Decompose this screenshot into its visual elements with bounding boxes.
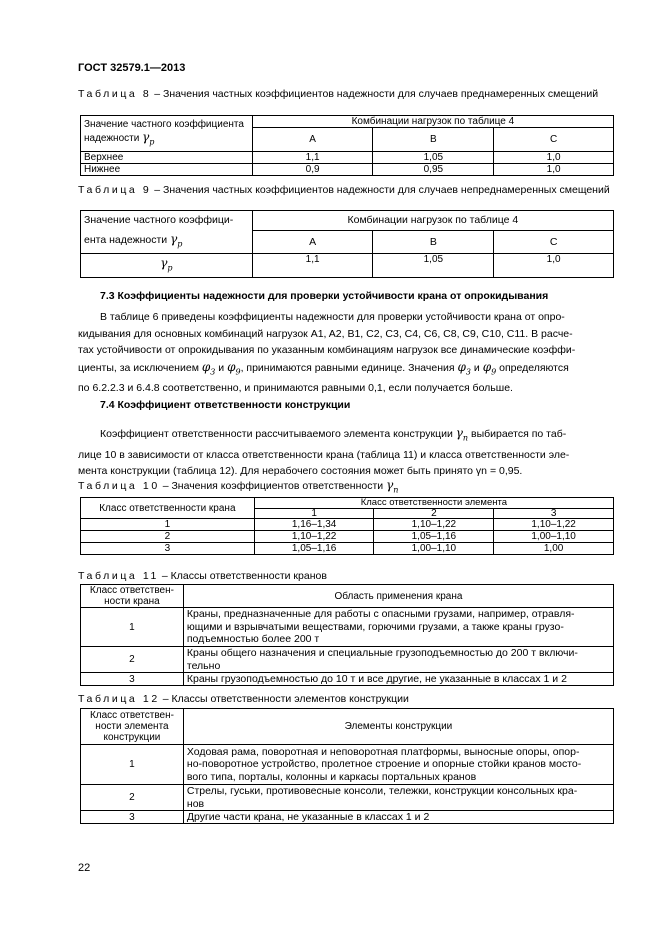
table9-head-left: Значение частного коэффици- ента надежности $\gamma_p$ bbox=[81, 211, 253, 254]
table8 bbox=[80, 115, 614, 176]
section-7-4-paragraph: Коэффициент ответственности рассчитываемого элемента конструкции $\gamma_n$ выбирается по таб- лице 10 в зависимости от класса ответственности крана (таблица 11) и класса ответственности эле- мента конструкции (таблица 12). Для нерабочего состояния может быть принято γn = 0,95. bbox=[78, 426, 570, 478]
gamma-p-symbol: $\gamma_p$ bbox=[170, 232, 183, 249]
table10-caption bbox=[78, 479, 614, 496]
table11-caption bbox=[78, 570, 614, 582]
table8-cell: 0,9 bbox=[252, 164, 373, 176]
section-7-4-title: 7.4 Коэффициент ответственности конструкции bbox=[100, 399, 351, 411]
table10-cell: 1,00–1,10 bbox=[494, 531, 614, 543]
table10-col: 3 bbox=[494, 509, 614, 519]
table11-description: Краны грузоподъемностью до 10 т и все другие, не указанные в классах 1 и 2 bbox=[183, 673, 613, 686]
table11-class: 2 bbox=[81, 647, 184, 673]
table8-row-name: Нижнее bbox=[81, 164, 253, 176]
table9-caption bbox=[78, 184, 614, 196]
table10-cell: 1,10–1,22 bbox=[254, 531, 374, 543]
table11-head-left: Класс ответствен- ности крана bbox=[81, 585, 184, 608]
table12 bbox=[80, 708, 614, 824]
table11-description: Краны общего назначения и специальные грузоподъемностью до 200 т включи- тельно bbox=[183, 647, 613, 673]
section-7-3-paragraph: В таблице 6 приведены коэффициенты надежности для проверки устойчивости крана от опро- кидывания для основных комбинаций нагрузок A1, A2, B1, C2, C3, C4, C6, C8, C9, C10, C11. В расче- тах устойчивости от опрокидывания по указанным комбинациям нагрузок все динамические коэффи- циенты, за исключением $\varphi_3$ и $\varphi_9$, принимаются равными единице. Значения $\varphi_3$ и $\varphi_9$ определяются по 6.2.2.3 и 6.4.8 соответственно, и принимаются равными 0,1, если получается больше. bbox=[78, 311, 576, 395]
table11-class: 1 bbox=[81, 608, 184, 647]
table9-cell: 1,05 bbox=[373, 254, 494, 278]
table10-cell: 1,00–1,10 bbox=[374, 543, 494, 555]
document-header: ГОСТ 32579.1—2013 bbox=[78, 62, 186, 74]
table11-description: Краны, предназначенные для работы с опасными грузами, например, отравля- ющими и взрывчатыми веществами, горючими грузами, а также краны грузо- подъемностью более 200 т bbox=[183, 608, 613, 647]
table8-head-group: Комбинации нагрузок по таблице 4 bbox=[252, 116, 613, 128]
table8-head-left: Значение частного коэффициента надежности $\gamma_p$ bbox=[81, 116, 253, 152]
table8-cell: 1,1 bbox=[252, 152, 373, 164]
table10-cell: 1,10–1,22 bbox=[374, 519, 494, 531]
table12-class: 1 bbox=[81, 745, 184, 785]
table12-head-left: Класс ответствен- ности элемента конструкции bbox=[81, 709, 184, 745]
gamma-p-symbol: $\gamma_p$ bbox=[142, 130, 155, 147]
table9-col-c: C bbox=[494, 230, 614, 253]
table10-caption-text: – Значения коэффициентов ответственности bbox=[162, 480, 384, 492]
table9-row-symbol bbox=[81, 254, 253, 278]
table12-class: 3 bbox=[81, 811, 184, 824]
table9-col-b: B bbox=[373, 230, 494, 253]
table10-cell: 1,05–1,16 bbox=[374, 531, 494, 543]
table10-cell: 1,05–1,16 bbox=[254, 543, 374, 555]
table8-cell: 0,95 bbox=[373, 164, 494, 176]
table9-cell: 1,1 bbox=[252, 254, 373, 278]
table9-head-group: Комбинации нагрузок по таблице 4 bbox=[252, 211, 613, 231]
table8-cell: 1,0 bbox=[494, 152, 614, 164]
table8-cell: 1,0 bbox=[494, 164, 614, 176]
table8-caption bbox=[78, 88, 614, 100]
table8-caption-text: – Значения частных коэффициентов надежности для случаев преднамеренных смещений bbox=[154, 88, 599, 100]
table12-description: Другие части крана, не указанные в классах 1 и 2 bbox=[183, 811, 613, 824]
table8-col-a: A bbox=[252, 128, 373, 152]
table12-head-right: Элементы конструкции bbox=[183, 709, 613, 745]
table10-head-group: Класс ответственности элемента bbox=[254, 498, 613, 509]
gamma-n-symbol: $\gamma_n$ bbox=[386, 478, 399, 495]
table10-cell: 1,10–1,22 bbox=[494, 519, 614, 531]
table10-cell: 1,00 bbox=[494, 543, 614, 555]
table12-description: Стрелы, гуськи, противовесные консоли, тележки, конструкции консольных кра- нов bbox=[183, 785, 613, 811]
table10-class: 2 bbox=[81, 531, 255, 543]
table9-cell: 1,0 bbox=[494, 254, 614, 278]
page-number: 22 bbox=[78, 862, 91, 874]
table12-description: Ходовая рама, поворотная и неповоротная платформы, выносные опоры, опор- но-поворотное устройство, пролетное строение и опорные стойки кранов мосто- вого типа, порталы, колонны и каркасы портальных кранов bbox=[183, 745, 613, 785]
table12-label: Таблица 12 bbox=[78, 693, 160, 705]
table9-label: Таблица 9 bbox=[78, 184, 152, 196]
table9 bbox=[80, 210, 614, 278]
section-7-3-title: 7.3 Коэффициенты надежности для проверки устойчивости крана от опрокидывания bbox=[100, 290, 549, 302]
table8-row-name: Верхнее bbox=[81, 152, 253, 164]
table10-cell: 1,16–1,34 bbox=[254, 519, 374, 531]
table10-class: 3 bbox=[81, 543, 255, 555]
table9-col-a: A bbox=[252, 230, 373, 253]
table8-label: Таблица 8 bbox=[78, 88, 152, 100]
table8-col-c: C bbox=[494, 128, 614, 152]
table10-label: Таблица 10 bbox=[78, 480, 160, 492]
gamma-p-symbol: $\gamma_p$ bbox=[160, 256, 173, 273]
table11-class: 3 bbox=[81, 673, 184, 686]
table10-class: 1 bbox=[81, 519, 255, 531]
table10-col: 2 bbox=[374, 509, 494, 519]
table12-caption-text: – Классы ответственности элементов конструкции bbox=[162, 693, 409, 705]
table10 bbox=[80, 497, 614, 555]
table12-caption bbox=[78, 693, 614, 705]
table12-class: 2 bbox=[81, 785, 184, 811]
table11 bbox=[80, 584, 614, 686]
table11-head-right: Область применения крана bbox=[183, 585, 613, 608]
table10-head-left: Класс ответственности крана bbox=[81, 498, 255, 519]
table8-cell: 1,05 bbox=[373, 152, 494, 164]
table11-label: Таблица 11 bbox=[78, 570, 159, 582]
table11-caption-text: – Классы ответственности кранов bbox=[161, 570, 327, 582]
table10-col: 1 bbox=[254, 509, 374, 519]
table9-caption-text: – Значения частных коэффициентов надежности для случаев непреднамеренных смещений bbox=[154, 184, 610, 196]
table8-col-b: B bbox=[373, 128, 494, 152]
